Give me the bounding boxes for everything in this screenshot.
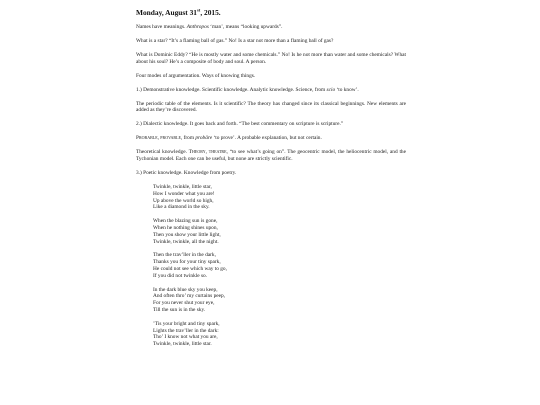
document-body [136,8,406,355]
paragraph-poetic: 3.) Poetic knowledge. Knowledge from poetry. [136,170,237,177]
poem-line: Till the sun is in the sky. [153,306,206,313]
poem-line: Thanks you for your tiny spark, [153,259,221,266]
poem-line: Lights the trav’ller in the dark: [153,327,219,334]
paragraph-theoretical: Theoretical knowledge. Theory, theatre, “to see what’s going on”. The geocentric model, the heliocentric model, and the Tychonian model. Each one can be useful, but none are strictly scientific. [136,149,406,163]
paragraph-modes: Four modes of argumentation. Ways of knowing things. [136,72,256,79]
poem-line: In the dark blue sky you keep, [153,286,218,293]
poem-line: Twinkle, twinkle, all the night. [153,238,219,245]
paragraph-dominic: What is Dominic Eddy? “He is mostly water and some chemicals.” No! Is he not more than water and some chemicals? What about his soul? He’s a composite of body and soul. A person. [136,52,406,65]
poem-line: For you never shut your eye, [153,300,215,307]
title-year: , 2015. [200,8,221,17]
paragraph-periodic: The periodic table of the elements. Is it scientific? The theory has changed since its classical beginnings. New elements are added as they’re discovered. [136,100,406,114]
page-title [136,8,406,17]
poem-line: He could not see which way to go, [153,265,227,272]
title-text: Monday, August 31 [136,8,197,17]
paragraph-star: What is a star? “It’s a flaming ball of gas.” No! Is a star not more than a flaming ball of gas? [136,38,334,44]
poem-line: If you did not twinkle so. [153,272,208,279]
poem-line: Up above the world so high, [153,197,214,204]
poem-stanza [153,184,406,211]
poem-line: When the blazing sun is gone, [153,218,218,225]
poem-line: ’Tis your bright and tiny spark, [153,320,220,327]
title-ordinal: st [197,7,201,13]
paragraph-demonstrative: 1.) Demonstrative knowledge. Scientific knowledge. Analytic knowledge. Science, from scio ‘to know’. [136,86,359,93]
paragraph-probable: Probable, provable, from probâre ‘to prove’. A probable explanation, but not certain. [136,135,322,142]
poem-line: Twinkle, twinkle, little star. [153,341,212,348]
poem-line: And often thro’ my curtains peep, [153,293,226,300]
paragraph-names: Names have meanings. Anthropos ‘man’, means “looking upwards”. [136,24,283,30]
paragraph-dialectic: 2.) Dialectic knowledge. It goes back and forth. “The best commentary on scripture is scripture.” [136,121,344,128]
poem-stanza [153,321,406,348]
poem-line: Tho’ I know not what you are, [153,334,218,341]
poem-line: Twinkle, twinkle, little star, [153,184,212,191]
poem-line: Then the trav’ller in the dark, [153,252,216,259]
poem-line: Then you show your little light, [153,231,221,238]
poem-line: Like a diamond in the sky. [153,204,210,211]
poem [136,184,406,348]
poem-line: When he nothing shines upon, [153,225,218,232]
poem-stanza [153,218,406,245]
poem-line: How I wonder what you are! [153,190,215,197]
poem-stanza [153,252,406,279]
poem-stanza [153,287,406,314]
